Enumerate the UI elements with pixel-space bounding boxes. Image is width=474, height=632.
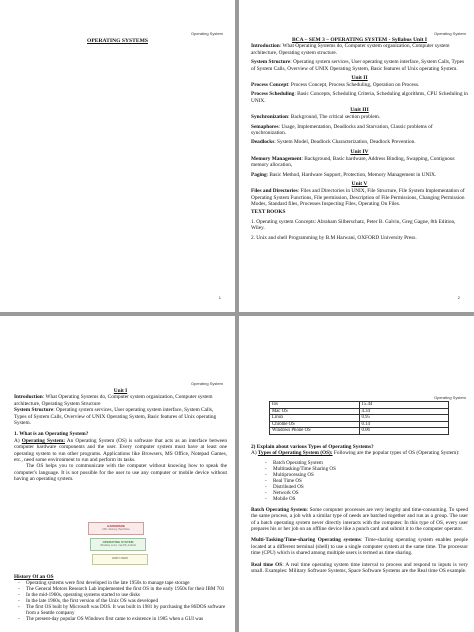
table-cell: Ios [270,402,360,409]
batch-paragraph [251,507,468,533]
answer-text: Following are the popular types of OS (Operating System): [332,450,460,457]
page-header: Operating System [433,31,466,36]
page-title: OPERATING SYSTEMS [87,38,148,44]
paging-text: : Basic Method, Hardware Support, Protection, Memory Management in UNIX. [266,171,437,178]
table-cell: Chrome OS [270,421,360,428]
page-2 [239,0,474,312]
list-item: - The General Motors Research Lab implemented the first OS in the early 1950s for their IBM 701 [26,586,227,592]
history-heading: History Of an OS [14,574,54,580]
table-cell: Linux [270,415,360,422]
answer-paragraph [14,438,227,464]
textbook-item: 2. Unix and shell Programming by B.M Harwani, OXFORD University Press. [251,234,417,241]
process-concept-label: Process Concept [251,82,289,89]
list-item: - In the late 1960s, the first version of the Unix OS was developed [26,598,227,604]
unit-heading: Unit II [351,75,368,82]
process-scheduling-text: : Basic Concepts, Scheduling Criteria, Scheduling algorithms, CPU Scheduling in UNIX. [251,91,468,104]
realtime-paragraph [251,562,468,575]
files-label: Files and Directories [251,188,298,195]
table-cell: 4.34 [359,408,449,415]
files-text: : Files and Directories in UNIX, File Structure, File System Implementation of Operating System Functions, File permission, Description of File Permissions, Changing Permission Modes, Standard files, Processes Inspecting Files, Operating On Files. [251,188,465,207]
table-cell: Mac OS [270,408,360,415]
list-item: - Network OS [273,490,468,496]
multitasking-paragraph [251,537,468,556]
realtime-label: Real time OS [251,561,283,568]
structure-text: : Operating system services, User operating system interface, System Calls, Types of System Calls, Overview of UNIX Operating System, Basic features of Unix operating System. [251,59,465,72]
list-item: - Batch Operating System [273,460,468,466]
list-item: - In the mid-1960s, operating systems started to use disks [26,592,227,598]
paging-paragraph [251,172,468,178]
os-sublabel: Windows, Linux, macOS, Android [100,544,136,547]
hardware-sublabel: CPU, Memory, Hard Drive [102,528,130,531]
list-item: - Mobile OS [273,496,468,502]
process-scheduling-label: Process Scheduling [251,91,295,98]
page-number: 2 [457,295,460,300]
process-scheduling-paragraph [251,91,468,104]
structure-paragraph [251,59,468,72]
unit-heading: Unit III [350,107,369,114]
syllabus-title: BCA – SEM 3 – OPERATING SYSTEM - Syllabus Unit I [292,37,427,43]
textbooks-heading: TEXT BOOKS [251,209,286,216]
table-row [270,408,449,415]
process-concept-text: : Process Concept, Process Scheduling, Operation on Process. [288,82,420,89]
files-paragraph [251,188,468,207]
table-cell: 0.95 [359,415,449,422]
answer-text: An Operating System (OS) is software that acts as an interface between computer hardware components and the user. Every computer system must have at least one operating system to run other programs. Applications like Browsers, MS Office, Notepad Games, etc., need some environment to run and perform its tasks. [14,437,227,464]
structure-label: System Structure [251,59,291,66]
page-header: Operating System [190,31,223,36]
intro-paragraph [251,43,468,56]
table-cell: 15.44 [359,402,449,409]
table-row [270,402,449,409]
textbook-item: 1. Operating system Concepts: Abraham Silberschatz, Peter B. Galvin, Greg Gagne, 8th Edition, Wiley. [251,218,456,232]
intro-text: : What Operating Systems do, Computer system organization, Computer system architecture, Operating system structure. [251,43,450,56]
deadlocks-label: Deadlocks [251,139,275,146]
batch-text: : Some computer processes are very lengthy and time-consuming. To speed the same process, a job with a similar type of needs are batched together and run as a group. The user of a batch operating system never directly interacts with the computer. In this type of OS, every user prepares his or her job on an offline device like a punch card and submit it to the computer operator. [251,506,468,533]
page-header: Operating System [190,381,223,386]
unit1-content [14,388,227,483]
page-header: Operating System [433,395,466,400]
hardware-box [88,522,144,535]
os-box [90,538,146,551]
batch-label: Batch Operating System [251,506,307,513]
memory-label: Memory Management [251,155,302,162]
page-1 [0,0,235,312]
os-layers-diagram [88,522,148,568]
answer-term: Types of Operating System (OS): [257,450,333,457]
answer-prefix: A) [14,437,20,444]
table-row [270,415,449,422]
answer-paragraph-2: The OS helps you to communicate with the computer without knowing how to speak the computer's language. It is not possible for the user to use any computer or mobile device without having an operating system. [14,463,227,483]
structure-label: System Structure [14,407,54,414]
intro-label: Introduction [251,43,280,50]
os-types-list [251,460,468,502]
history-list [14,580,227,622]
syllabus-content [251,37,468,241]
list-item: - The first OS built by Microsoft was DOS. It was built in 1981 by purchasing the 86DOS software from a Seattle company [26,604,227,616]
answer-prefix: A) [251,450,257,457]
os-share-table [269,401,449,435]
unit-heading: Unit IV [350,148,369,155]
deadlocks-text: : System Model, Deadlock Characterization, Deadlock Prevention. [274,139,416,146]
intro-paragraph [14,394,227,407]
unit-heading: Unit I [113,388,128,394]
end-user-box [92,554,148,565]
question-heading: 1. What is an Operating System? [14,431,89,438]
history-section [14,574,227,622]
multitasking-label: Multi-Tasking/Time-sharing Operating systems [251,537,361,544]
semaphores-text: : Usage, Implementation, Deadlocks and Starvation, Classic problems of synchronization. [251,123,433,137]
answer-term: Operating System: [21,437,65,444]
realtime-text: : A real time operating system time interval to process and respond to inputs is very small. Examples: Military Software Systems, Space Software Systems are the Real time OS example. [251,561,468,575]
memory-paragraph [251,156,468,169]
list-item: - Distributed OS [273,484,468,490]
list-item: - The present-day popular OS Windows first came to existence in 1985 when a GUI was [26,616,227,622]
list-item: - Multiprocessing OS [273,472,468,478]
page-4 [239,316,474,632]
paging-label: Paging [251,171,267,178]
unit-heading: Unit V [351,181,368,188]
table-row [270,428,449,435]
intro-text: : What Operating Systems do, Computer system organization, Computer system architecture, Operating System Structure [14,394,213,407]
sync-text: : Background, The critical section problem. [288,114,381,121]
structure-text: : Operating system services, User operating system interface, System Calls, Types of System Calls, Overview of UNIX Operating System, Basic features of Unix operating System. [14,407,217,427]
question-heading: 2) Explain about various Types of Operating Systems? [251,444,374,450]
types-content [251,444,468,574]
semaphores-paragraph [251,124,468,137]
page-number: 1 [218,295,221,300]
list-item: - Multitasking/Time Sharing OS [273,466,468,472]
memory-text: : Background, Basic hardware, Address Binding, Swapping, Contiguous memory allocation, [251,155,455,169]
structure-paragraph [14,407,227,426]
deadlocks-paragraph [251,139,468,145]
table-cell: Windows Phone OS [270,428,360,435]
table-row [270,421,449,428]
intro-label: Introduction [14,394,43,401]
table-cell: 0.06 [359,428,449,435]
end-user-label: END USER [112,556,128,560]
answer-paragraph [251,450,468,456]
os-label: OPERATING SYSTEM [102,540,134,544]
list-item: - Operating systems were first developed in the late 1950s to manage tape storage [26,580,227,586]
multitasking-text: : Time-sharing operating system enables people located at a different terminal (shell) to use a single computer system at the same time. The processor time (CPU) which is shared among multiple users is termed as time sharing. [251,537,468,557]
table-cell: 0.14 [359,421,449,428]
page-3 [0,316,235,632]
list-item: - Real Time OS [273,478,468,484]
hardware-label: HARDWARE [107,524,125,528]
sync-label: Synchronization [251,114,288,121]
semaphores-label: Semaphores [251,123,279,130]
